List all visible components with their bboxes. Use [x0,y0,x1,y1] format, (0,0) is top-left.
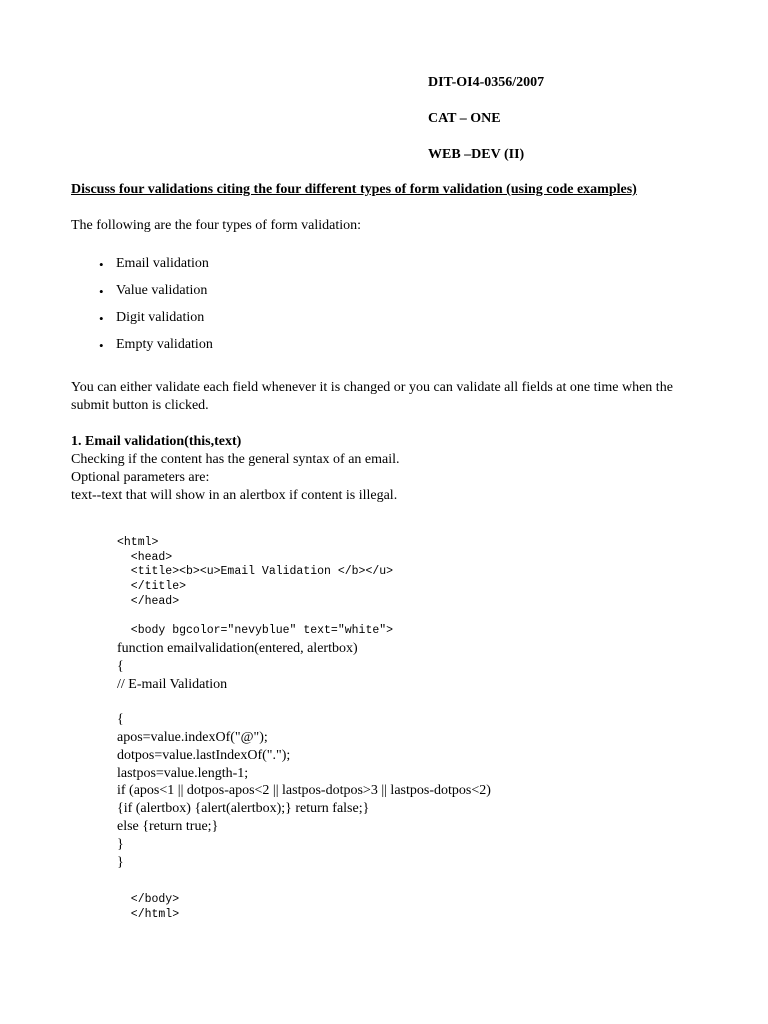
validation-types-list [71,255,213,363]
list-item: • Value validation [99,283,208,299]
code-line: // E-mail Validation [117,676,228,692]
code-line: if (apos<1 || dotpos-apos<2 || lastpos-dotpos>3 || lastpos-dotpos<2) [117,783,491,799]
email-validation-section [71,433,400,505]
bullet-icon: • [99,257,104,272]
section-line: text--text that will show in an alertbox if content is illegal. [71,488,398,503]
code-line: {if (alertbox) {alert(alertbox);} return false;} [117,801,370,817]
bullet-icon: • [99,311,104,326]
document-header [428,74,544,182]
code-line: else {return true;} [117,818,219,834]
question-title: Discuss four validations citing the four different types of form validation (using code examples) [71,182,637,197]
code-line [117,610,393,625]
list-item: • Email validation [99,256,209,272]
code-line: function emailvalidation(entered, alertbox) [117,641,358,656]
intro-text: The following are the four types of form validation: [71,218,362,233]
code-line: </title> [117,580,187,594]
code-line: <title><b><u>Email Validation </b></u> [117,565,394,579]
code-line: lastpos=value.length-1; [117,765,249,781]
code-line: <body bgcolor="nevyblue" text="white"> [117,624,394,638]
html-code-block-bottom [117,893,179,922]
code-line: </head> [117,594,180,608]
code-line: { [117,712,124,728]
bullet-icon: • [99,284,104,299]
section-line: Optional parameters are: [71,470,210,485]
js-code-block [117,640,491,871]
code-line: <head> [117,550,173,564]
bullet-icon: • [99,338,104,353]
course-label: WEB –DEV (II) [428,147,525,162]
section-line: Checking if the content has the general syntax of an email. [71,452,400,467]
code-line: } [117,836,124,852]
student-id: DIT-OI4-0356/2007 [428,75,545,90]
list-item: • Empty validation [99,337,213,353]
code-line: </html> [117,907,180,921]
code-line: </body> [117,893,180,906]
validation-paragraph: You can either validate each field whenever it is changed or you can validate all fields at one time when the submit button is clicked. [71,380,673,413]
list-item: • Digit validation [99,310,205,326]
code-line: apos=value.indexOf("@"); [117,729,268,745]
code-line: dotpos=value.lastIndexOf("."); [117,747,291,763]
code-line: } [117,854,124,870]
code-line [117,693,491,711]
code-line: <html> [117,536,159,549]
html-code-block-top [117,536,393,639]
section-heading: 1. Email validation(this,text) [71,434,242,449]
code-line: { [117,658,124,674]
assessment-label: CAT – ONE [428,111,501,126]
